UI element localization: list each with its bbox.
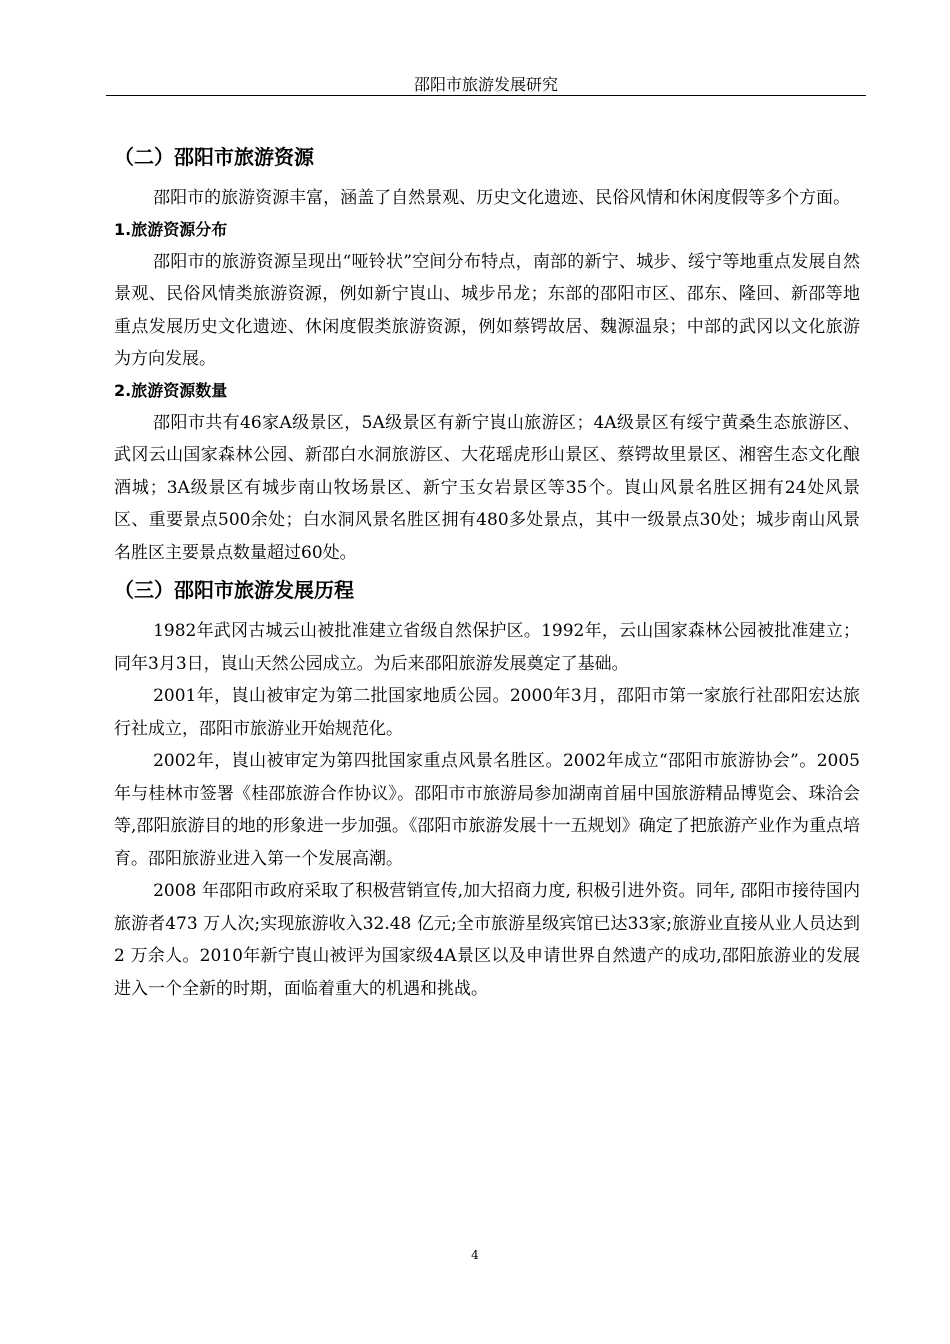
section-heading-resources: （二）邵阳市旅游资源: [114, 145, 314, 169]
quantity-paragraph: 邵阳市共有46家A级景区，5A级景区有新宁崀山旅游区；4A级景区有绥宁黄桑生态旅游区、武冈云山国家森林公园、新邵白水洞旅游区、大花瑶虎形山景区、蔡锷故里景区、湘窖生态文化酿酒城；3A级景区有城步南山牧场景区、新宁玉女岩景区等35个。崀山风景名胜区拥有24处风景区、重要景点500余处；白水洞风景名胜区拥有480多处景点，其中一级景点30处；城步南山风景名胜区主要景点数量超过60处。: [114, 412, 860, 563]
history-paragraph-2001: 2001年，崀山被审定为第二批国家地质公园。2000年3月，邵阳市第一家旅行社邵阳宏达旅行社成立，邵阳市旅游业开始规范化。: [114, 686, 860, 739]
page-number: 4: [471, 1248, 479, 1262]
history-paragraph-2008: 2008 年邵阳市政府采取了积极营销宣传,加大招商力度, 积极引进外资。同年, 邵阳市接待国内旅游者473 万人次;实现旅游收入32.48 亿元;全市旅游星级宾馆已达33家;旅游业直接从业人员达到2 万余人。2010年新宁崀山被评为国家级4A景区以及申请世界自然遗产的成功,邵阳旅游业的发展进入一个全新的时期，面临着重大的机遇和挑战。: [114, 881, 860, 999]
subheading-distribution: 1.旅游资源分布: [114, 219, 228, 239]
history-paragraph-2002: 2002年，崀山被审定为第四批国家重点风景名胜区。2002年成立“邵阳市旅游协会”。2005年与桂林市签署《桂邵旅游合作协议》。邵阳市市旅游局参加湖南首届中国旅游精品博览会、珠洽会等,邵阳旅游目的地的形象进一步加强。《邵阳市旅游发展十一五规划》确定了把旅游产业作为重点培育。邵阳旅游业进入第一个发展高潮。: [114, 751, 860, 869]
resources-intro-paragraph: 邵阳市的旅游资源丰富，涵盖了自然景观、历史文化遗迹、民俗风情和休闲度假等多个方面。: [153, 188, 851, 208]
subheading-quantity: 2.旅游资源数量: [114, 380, 228, 400]
header-divider: [106, 95, 866, 96]
document-body: [114, 142, 860, 1005]
page-header-title: 邵阳市旅游发展研究: [413, 75, 558, 94]
history-paragraph-1982: 1982年武冈古城云山被批准建立省级自然保护区。1992年，云山国家森林公园被批准建立；同年3月3日，崀山天然公园成立。为后来邵阳旅游发展奠定了基础。: [114, 621, 860, 674]
distribution-paragraph: 邵阳市的旅游资源呈现出“哑铃状”空间分布特点，南部的新宁、城步、绥宁等地重点发展自然景观、民俗风情类旅游资源，例如新宁崀山、城步吊龙；东部的邵阳市区、邵东、隆回、新邵等地重点发展历史文化遗迹、休闲度假类旅游资源，例如蔡锷故居、魏源温泉；中部的武冈以文化旅游为方向发展。: [114, 251, 860, 369]
section-heading-history: （三）邵阳市旅游发展历程: [114, 578, 354, 602]
